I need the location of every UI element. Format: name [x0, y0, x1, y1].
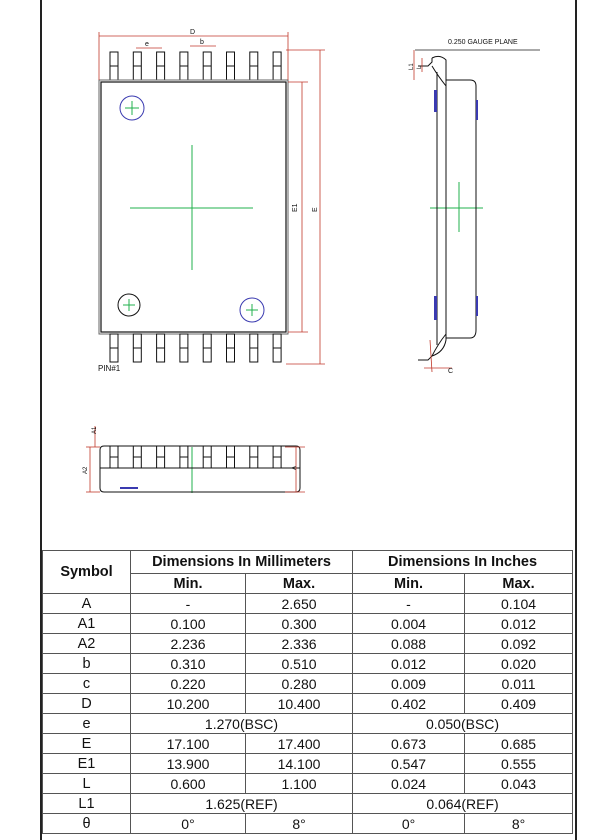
- front-marker: [120, 487, 138, 489]
- cell-in-max: 8°: [465, 814, 573, 834]
- label-e: e: [145, 41, 149, 48]
- table-row: [43, 694, 573, 714]
- cell-mm-min: 0.600: [131, 774, 246, 794]
- cell-mm-max: 2.336: [246, 634, 353, 654]
- cell-in-min: 0.024: [353, 774, 465, 794]
- cell-mm-max: 1.100: [246, 774, 353, 794]
- table-row: [43, 614, 573, 634]
- cell-mm-max: 0.300: [246, 614, 353, 634]
- label-b: b: [200, 39, 204, 46]
- side-view: [415, 50, 540, 360]
- cell-mm-min: 0.310: [131, 654, 246, 674]
- cell-mm-min: 2.236: [131, 634, 246, 654]
- table-row: [43, 714, 573, 734]
- table-row: [43, 674, 573, 694]
- cell-symbol: A1: [43, 614, 131, 634]
- cell-symbol: b: [43, 654, 131, 674]
- table-row: [43, 594, 573, 614]
- label-E: E: [312, 207, 319, 212]
- label-C: C: [448, 368, 454, 375]
- mm-header: Dimensions In Millimeters: [131, 551, 353, 574]
- label-A2: A2: [83, 466, 89, 474]
- package-outline-top: [99, 80, 288, 334]
- cell-in-max: 0.409: [465, 694, 573, 714]
- bottom-pins: [110, 334, 281, 362]
- cell-mm-min: 10.200: [131, 694, 246, 714]
- table-row: [43, 654, 573, 674]
- cell-mm-min: 0°: [131, 814, 246, 834]
- mm-max-header: Max.: [246, 574, 353, 594]
- front-dimension-lines: [86, 426, 305, 492]
- cell-symbol: L: [43, 774, 131, 794]
- label-E1: E1: [292, 203, 299, 212]
- table-row: [43, 734, 573, 754]
- dimensions-table: [42, 550, 573, 834]
- mm-min-header: Min.: [131, 574, 246, 594]
- label-D: D: [190, 29, 196, 36]
- label-L1: L1: [409, 63, 415, 70]
- cell-mm-max: 0.280: [246, 674, 353, 694]
- dimensions-table-body: [43, 594, 573, 834]
- cell-mm-max: 10.400: [246, 694, 353, 714]
- cell-in-max: 0.104: [465, 594, 573, 614]
- cell-mm-max: 0.510: [246, 654, 353, 674]
- label-A: A: [292, 465, 298, 470]
- cell-mm-min: -: [131, 594, 246, 614]
- cell-mm-min: 13.900: [131, 754, 246, 774]
- cell-symbol: e: [43, 714, 131, 734]
- pin1-label: PIN#1: [98, 364, 121, 373]
- cell-in-span: 0.064(REF): [353, 794, 573, 814]
- cell-symbol: θ: [43, 814, 131, 834]
- symbol-header: Symbol: [43, 551, 131, 594]
- cell-in-max: 0.020: [465, 654, 573, 674]
- cell-symbol: A2: [43, 634, 131, 654]
- cell-in-max: 0.685: [465, 734, 573, 754]
- cell-mm-max: 17.400: [246, 734, 353, 754]
- cell-mm-span: 1.270(BSC): [131, 714, 353, 734]
- cell-symbol: D: [43, 694, 131, 714]
- cell-in-max: 0.011: [465, 674, 573, 694]
- cell-symbol: A: [43, 594, 131, 614]
- cell-symbol: c: [43, 674, 131, 694]
- cell-in-min: 0.012: [353, 654, 465, 674]
- cell-mm-span: 1.625(REF): [131, 794, 353, 814]
- cell-mm-min: 0.100: [131, 614, 246, 634]
- cell-in-min: 0.009: [353, 674, 465, 694]
- table-row: [43, 814, 573, 834]
- label-A1: A1: [92, 426, 98, 434]
- cell-mm-min: 17.100: [131, 734, 246, 754]
- cell-symbol: E: [43, 734, 131, 754]
- top-view: [99, 52, 288, 362]
- cell-in-max: 0.012: [465, 614, 573, 634]
- cell-in-max: 0.043: [465, 774, 573, 794]
- cell-symbol: L1: [43, 794, 131, 814]
- cell-in-max: 0.092: [465, 634, 573, 654]
- cell-in-min: -: [353, 594, 465, 614]
- table-row: [43, 794, 573, 814]
- cell-in-min: 0.547: [353, 754, 465, 774]
- cell-mm-max: 14.100: [246, 754, 353, 774]
- table-row: [43, 774, 573, 794]
- cell-mm-min: 0.220: [131, 674, 246, 694]
- in-min-header: Min.: [353, 574, 465, 594]
- centerlines: [123, 101, 483, 493]
- in-max-header: Max.: [465, 574, 573, 594]
- top-pins: [110, 52, 281, 80]
- table-row: [43, 634, 573, 654]
- front-view: [100, 446, 300, 492]
- inch-header: Dimensions In Inches: [353, 551, 573, 574]
- cell-symbol: E1: [43, 754, 131, 774]
- cell-mm-max: 8°: [246, 814, 353, 834]
- cell-in-max: 0.555: [465, 754, 573, 774]
- cell-in-min: 0°: [353, 814, 465, 834]
- gauge-plane-label: 0.250 GAUGE PLANE: [448, 39, 518, 46]
- cell-in-span: 0.050(BSC): [353, 714, 573, 734]
- cell-in-min: 0.088: [353, 634, 465, 654]
- cell-in-min: 0.673: [353, 734, 465, 754]
- cell-mm-max: 2.650: [246, 594, 353, 614]
- label-L: L: [417, 65, 423, 69]
- cell-in-min: 0.402: [353, 694, 465, 714]
- cell-in-min: 0.004: [353, 614, 465, 634]
- table-row: [43, 754, 573, 774]
